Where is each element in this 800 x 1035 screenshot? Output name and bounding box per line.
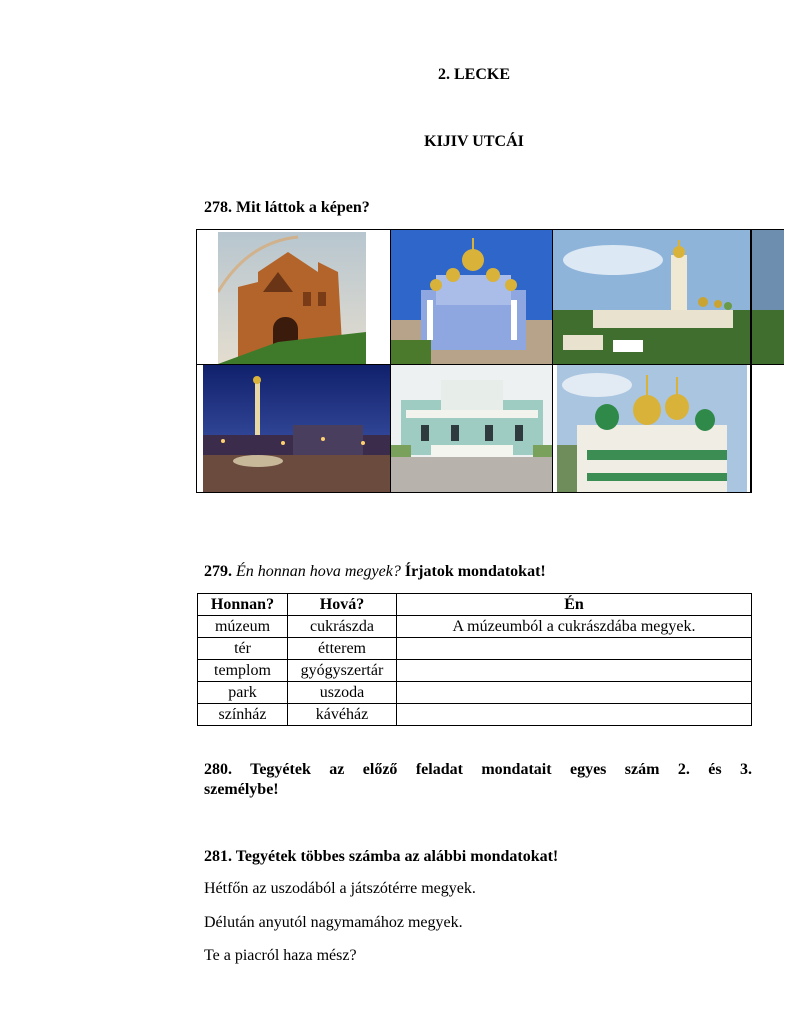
table-cell: A múzeumból a cukrászdába megyek. — [397, 616, 752, 638]
table-cell: étterem — [288, 638, 397, 660]
table-cell — [397, 638, 752, 660]
exercise-279-heading — [204, 563, 546, 581]
table-cell: gyógyszertár — [288, 660, 397, 682]
photo-grid — [196, 229, 752, 493]
table-cell — [397, 704, 752, 726]
exercise-279-instruction: Írjatok mondatokat! — [404, 563, 546, 580]
exercise-281-sentence: Délután anyutól nagymamához megyek. — [204, 914, 463, 931]
table-cell: kávéház — [288, 704, 397, 726]
exercise-281-sentence: Te a piacról haza mész? — [204, 947, 357, 964]
exercise-278-text: Mit láttok a képen? — [236, 199, 370, 216]
table-header-row — [198, 594, 752, 616]
table-cell: tér — [198, 638, 288, 660]
exercise-280-line1: 280. Tegyétek az előző feladat mondatait egyes szám 2. és 3. — [204, 761, 752, 778]
exercise-280-line2: személybe! — [204, 781, 279, 798]
table-cell: színház — [198, 704, 288, 726]
exercise-279-question: Én honnan hova megyek? — [236, 563, 401, 580]
table-cell — [397, 660, 752, 682]
column-header: Honnan? — [198, 594, 288, 616]
table-cell: uszoda — [288, 682, 397, 704]
table-cell: múzeum — [198, 616, 288, 638]
column-header: Hová? — [288, 594, 397, 616]
st-michael-monastery-photo — [391, 230, 553, 365]
golden-gate-photo — [197, 230, 391, 365]
st-sophia-cathedral-photo — [553, 365, 751, 493]
table-row — [198, 638, 752, 660]
photo-overflow — [752, 229, 784, 365]
exercise-278-heading — [204, 199, 370, 217]
column-header: Én — [397, 594, 752, 616]
independence-square-photo — [197, 365, 391, 493]
exercise-281-heading: 281. Tegyétek többes számba az alábbi mondatokat! — [204, 848, 559, 865]
exercise-279-table — [197, 593, 752, 726]
lesson-subtitle: KIJIV UTCÁI — [424, 133, 524, 150]
exercise-278-number: 278. — [204, 199, 232, 216]
table-cell: templom — [198, 660, 288, 682]
table-row — [198, 704, 752, 726]
table-row — [198, 660, 752, 682]
exercise-279-number: 279. — [204, 563, 232, 580]
kyiv-pechersk-lavra-photo — [553, 230, 751, 365]
table-cell: cukrászda — [288, 616, 397, 638]
exercise-281-sentence: Hétfőn az uszodából a játszótérre megyek. — [204, 880, 476, 897]
table-row — [198, 616, 752, 638]
table-row — [198, 682, 752, 704]
table-cell: park — [198, 682, 288, 704]
lesson-title: 2. LECKE — [437, 66, 510, 83]
table-cell — [397, 682, 752, 704]
mariinsky-palace-photo — [391, 365, 553, 493]
